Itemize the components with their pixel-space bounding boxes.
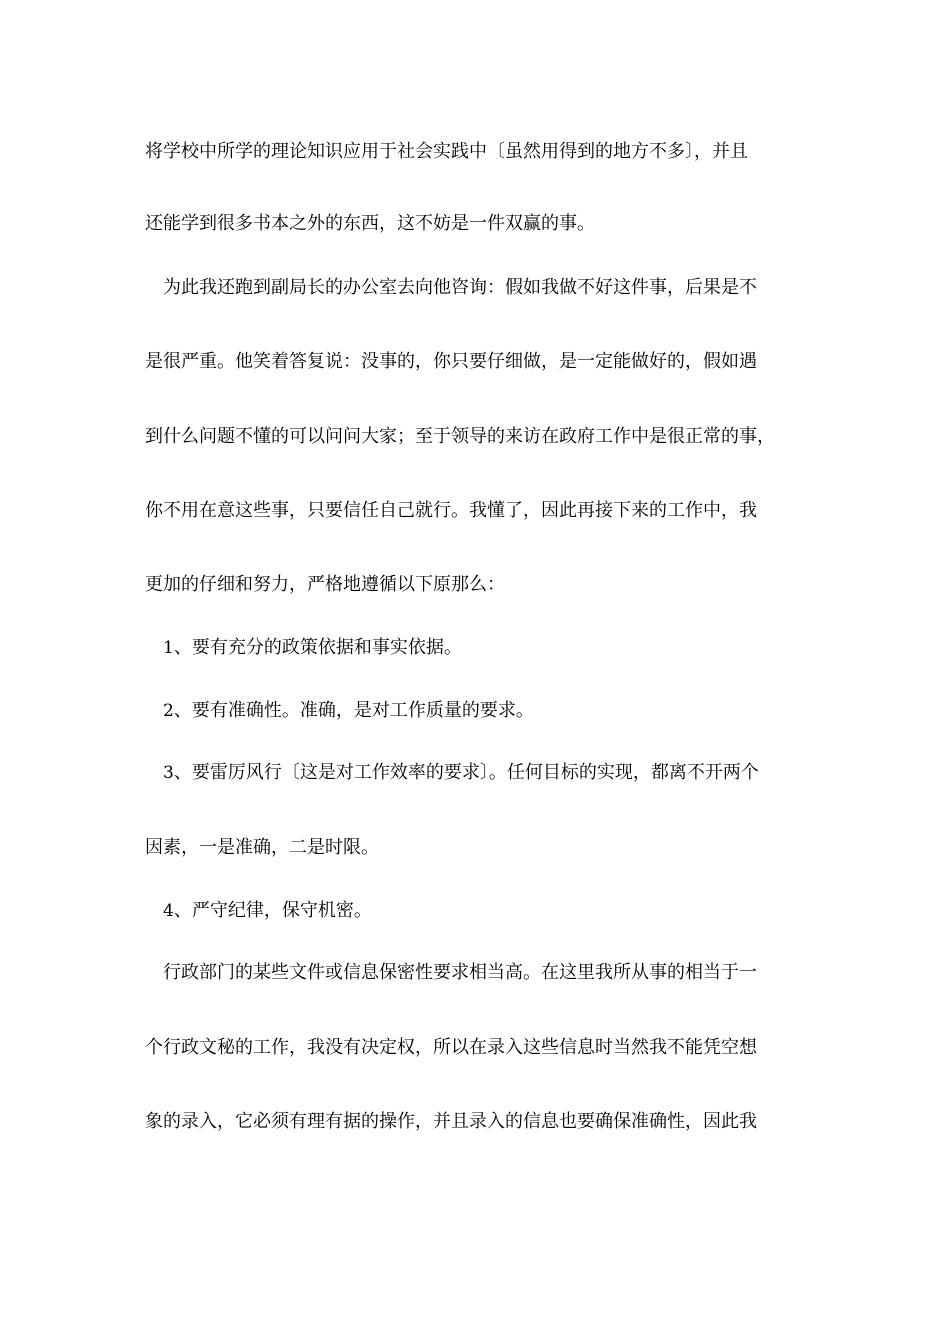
text-line: 因素，一是准确，二是时限。	[145, 837, 379, 858]
text-line: 是很严重。他笑着答复说：没事的，你只要仔细做，是一定能做好的，假如遇	[145, 351, 757, 372]
list-item-text: 、严守纪律，保守机密。	[173, 900, 372, 921]
text-line: 到什么问题不懂的可以问问大家；至于领导的来访在政府工作中是很正常的事，	[145, 426, 775, 447]
text-line: 更加的仔细和努力，严格地遵循以下原那么：	[145, 574, 505, 595]
list-item-number: 3	[163, 763, 174, 783]
text-line: 象的录入，它必须有理有据的操作，并且录入的信息也要确保准确性，因此我	[145, 1111, 757, 1132]
list-item-number: 2	[163, 701, 174, 721]
list-item	[163, 761, 810, 785]
text-line: 还能学到很多书本之外的东西，这不妨是一件双赢的事。	[145, 213, 595, 234]
list-item-text: 、要有准确性。准确，是对工作质量的要求。	[173, 700, 534, 721]
list-item-number: 4	[163, 901, 174, 921]
list-item	[163, 699, 810, 723]
paragraph-first-line: 为此我还跑到副局长的办公室去向他咨询：假如我做不好这件事，后果是不	[163, 277, 757, 298]
text-line: 个行政文秘的工作，我没有决定权，所以在录入这些信息时当然我不能凭空想	[145, 1037, 757, 1058]
list-item-number: 1	[163, 638, 174, 658]
paragraph-first-line: 行政部门的某些文件或信息保密性要求相当高。在这里我所从事的相当于一	[163, 962, 757, 983]
list-item-text: 、要雷厉风行〔这是对工作效率的要求〕。任何目标的实现，都离不开两个	[173, 762, 759, 783]
list-item	[163, 899, 810, 923]
list-item	[163, 636, 810, 660]
text-line: 你不用在意这些事，只要信任自己就行。我懂了，因此再接下来的工作中，我	[145, 500, 757, 521]
list-item-text: 、要有充分的政策依据和事实依据。	[173, 637, 462, 658]
text-line: 将学校中所学的理论知识应用于社会实践中〔虽然用得到的地方不多〕，并且	[145, 141, 748, 162]
